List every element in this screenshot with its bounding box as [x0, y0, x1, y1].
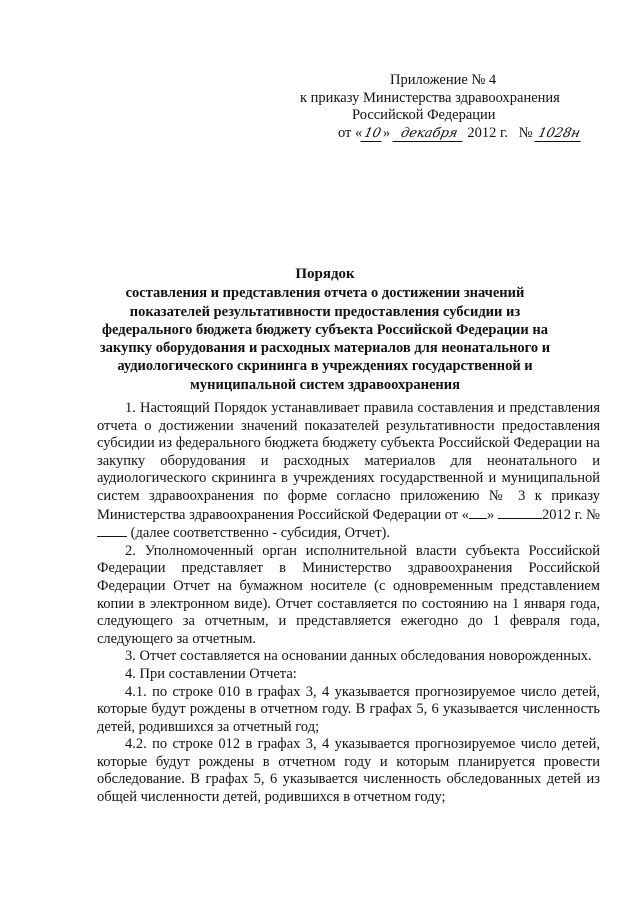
paragraph-1-year: 2012 г. № — [541, 506, 600, 523]
paragraph-4-2: 4.2. по строке 012 в графах 3, 4 указывается прогнозируемое число детей, которые будут рождены в отчетном году и которым планируется провести обследование. В графах 5, 6 указывается численность обследованных детей из общей численности детей, родившихся в отчетном году; — [97, 736, 600, 806]
appendix-federation: Российской Федерации — [352, 107, 496, 123]
date-year: 2012 г. — [467, 124, 508, 141]
appendix-date-line — [300, 125, 600, 143]
paragraph-1-text: 1. Настоящий Порядок устанавливает правила составления и представления отчета о достижении значений показателей результативности предоставления субсидии из федерального бюджета бюджету субъекта Российской Федерации на закупку оборудования и расходных материалов для неонатального и аудиологического скрининга в учреждениях государственной и муниципальной систем здравоохранения по форме согласно приложению № 3 к приказу Министерства здравоохранения Российской Федерации от « — [97, 400, 600, 523]
paragraph-4-1: 4.1. по строке 010 в графах 3, 4 указывается прогнозируемое число детей, которые будут рождены в отчетном году. В графах 5, 6 указывается численность детей, родившихся за отчетный год; — [97, 683, 600, 735]
handwritten-number: 1028н — [535, 127, 584, 142]
appendix-header — [300, 72, 600, 142]
title-line: составления и представления отчета о достижении значений — [125, 285, 525, 302]
title-line: показателей результативности предоставления субсидии из — [129, 303, 521, 320]
handwritten-month: декабря — [392, 127, 465, 142]
blank-month — [498, 506, 542, 519]
paragraph-1-quote: » — [487, 506, 495, 523]
appendix-number: Приложение № 4 — [390, 72, 497, 88]
number-label: № — [518, 124, 533, 141]
title-heading: Порядок — [295, 266, 355, 282]
date-prefix: от « — [338, 124, 363, 141]
appendix-order-ref: к приказу Министерства здравоохранения — [300, 89, 560, 106]
paragraph-3: 3. Отчет составляется на основании данных обследования новорожденных. — [125, 648, 592, 665]
paragraph-2: 2. Уполномоченный орган исполнительной власти субъекта Российской Федерации представляет в Министерство здравоохранения Российской Федерации Отчет на бумажном носителе (с одновременным представлением копии в электронном виде). Отчет составляется по состоянию на 1 января года, следующего за отчетным, и представляется ежегодно до 1 февраля года, следующего за отчетным. — [97, 542, 600, 647]
paragraph-1 — [97, 400, 600, 543]
date-quote-close: » — [382, 124, 391, 141]
title-line: муниципальной систем здравоохранения — [190, 376, 460, 393]
title-line: аудиологического скрининга в учреждениях государственной и — [117, 358, 533, 375]
title-line: федерального бюджета бюджету субъекта Российской Федерации на — [101, 321, 548, 338]
title-line: закупку оборудования и расходных материалов для неонатального и — [99, 340, 551, 357]
blank-day — [469, 506, 487, 519]
document-body — [97, 400, 600, 807]
document-title — [95, 265, 555, 394]
paragraph-1-end: (далее соответственно - субсидия, Отчет). — [130, 525, 390, 542]
paragraph-4: 4. При составлении Отчета: — [125, 665, 297, 682]
handwritten-day: 10 — [361, 127, 385, 142]
blank-number — [97, 524, 127, 537]
